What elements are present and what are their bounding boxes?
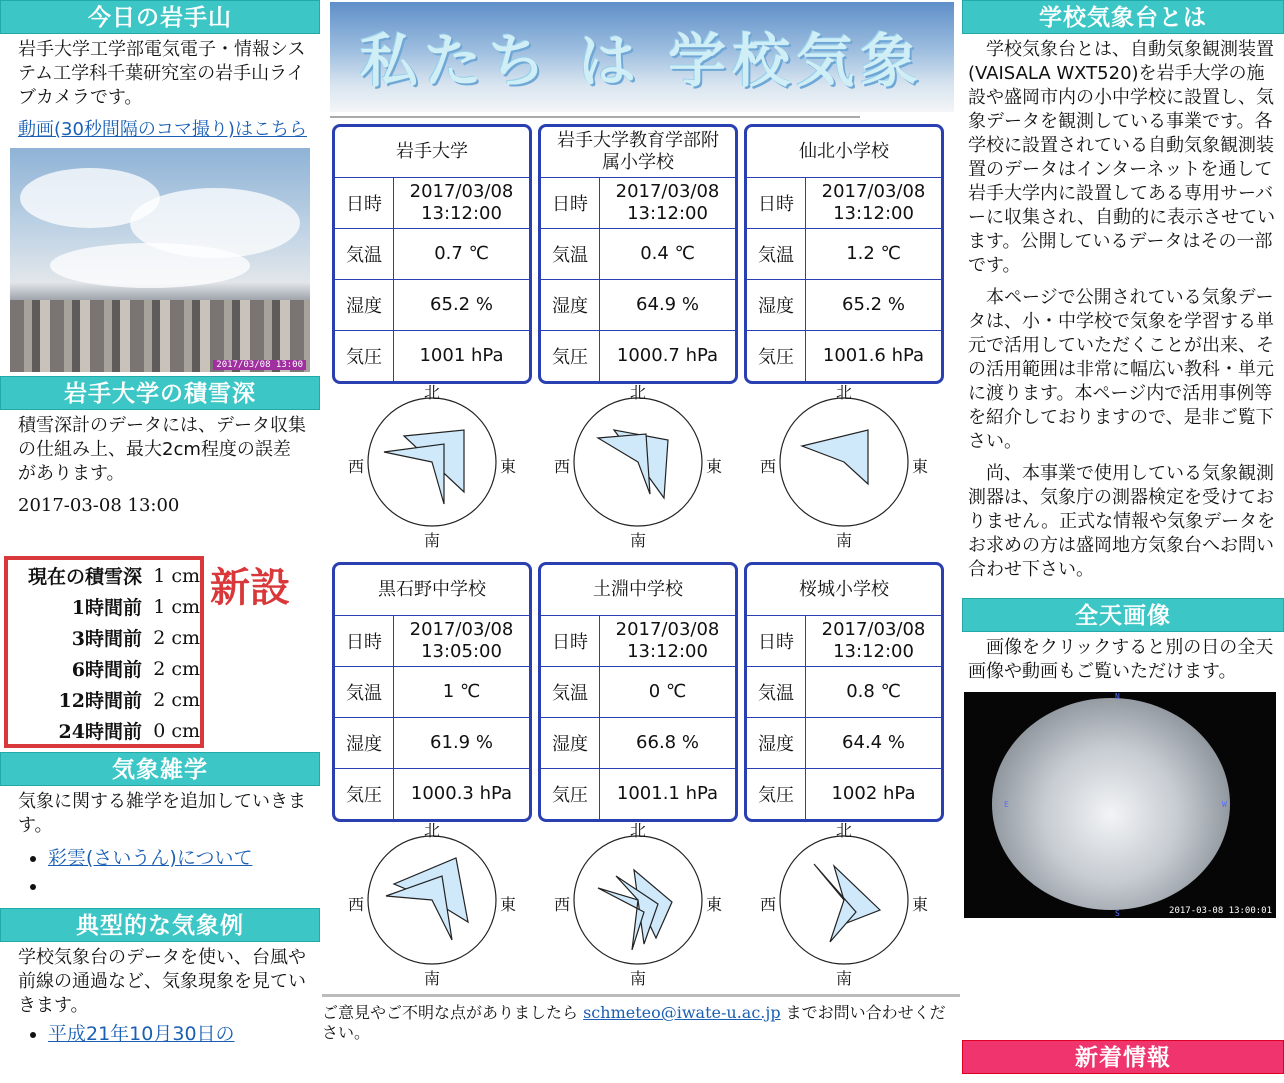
pressure-value: 1001 hPa <box>419 345 504 366</box>
temp-label: 気温 <box>747 229 806 279</box>
snow-row <box>8 684 200 715</box>
left-lower <box>0 752 320 1048</box>
west-label: 西 <box>760 457 777 476</box>
station-name: 黒石野中学校 <box>335 565 529 616</box>
snow-label: 12時間前 <box>58 690 142 712</box>
east-label: 東 <box>912 895 929 914</box>
trivia-section-title: 気象雑学 <box>0 752 320 786</box>
iwate-section-title: 今日の岩手山 <box>0 0 320 34</box>
north-label: 北 <box>836 821 853 840</box>
camera-timestamp: 2017/03/08 13:00 <box>213 360 306 370</box>
station-card <box>744 124 944 384</box>
news-section-title: 新着情報 <box>962 1040 1284 1074</box>
station-name: 岩手大学 <box>335 127 529 178</box>
snow-value: 2 cm <box>153 626 200 649</box>
south-label: 南 <box>424 969 441 988</box>
datetime-label: 日時 <box>541 616 600 666</box>
humidity-label: 湿度 <box>747 280 806 330</box>
wind-rose <box>744 818 944 988</box>
east-label: 東 <box>706 895 723 914</box>
north-label: 北 <box>424 383 441 402</box>
temp-label: 気温 <box>335 667 394 717</box>
datetime-label: 日時 <box>335 616 394 666</box>
example-list <box>0 1020 320 1048</box>
footer-text: までお問い合わせください。 <box>322 1003 946 1042</box>
snow-date: 2017-03-08 13:00 <box>18 495 180 516</box>
humidity-label: 湿度 <box>541 718 600 768</box>
contact-email-link[interactable]: schmeteo@iwate-u.ac.jp <box>583 1003 781 1022</box>
station-name: 桜城小学校 <box>747 565 941 616</box>
pressure-value: 1001.1 hPa <box>616 783 719 804</box>
snow-depth-table <box>4 556 204 748</box>
humidity-value: 65.2 % <box>842 294 905 315</box>
iwate-description: 岩手大学工学部電気電子・情報システム工学科千葉研究室の岩手山ライブカメラです。 <box>18 39 306 108</box>
all-sky-image[interactable]: N S E W 2017-03-08 13:00:01 <box>964 692 1276 918</box>
snow-row <box>8 591 200 622</box>
east-label: 東 <box>500 895 517 914</box>
humidity-label: 湿度 <box>335 718 394 768</box>
list-item <box>48 872 320 900</box>
left-column <box>0 0 320 518</box>
banner-title: 私たち は 学校気象 <box>359 27 925 95</box>
station-card <box>538 124 738 384</box>
snow-value: 1 cm <box>153 564 200 587</box>
west-label: 西 <box>554 457 571 476</box>
humidity-value: 64.4 % <box>842 732 905 753</box>
wind-rose <box>332 818 532 988</box>
trivia-list <box>0 844 320 900</box>
datetime-label: 日時 <box>335 178 394 228</box>
about-paragraph: 尚、本事業で使用している気象観測測器は、気象庁の測器検定を受けておりません。正式な情報や気象データをお求めの方は盛岡地方気象台へお問い合わせ下さい。 <box>968 463 1276 580</box>
east-label: 東 <box>706 457 723 476</box>
snow-description: 積雪深計のデータには、データ収集の仕組み上、最大2cm程度の誤差があります。 <box>18 415 306 484</box>
west-label: 西 <box>348 895 365 914</box>
snow-row <box>8 560 200 591</box>
datetime-label: 日時 <box>747 178 806 228</box>
south-label: 南 <box>424 531 441 550</box>
trivia-description: 気象に関する雑学を追加していきます。 <box>18 791 306 836</box>
snow-label: 3時間前 <box>71 628 142 650</box>
temp-label: 気温 <box>747 667 806 717</box>
north-label: 北 <box>424 821 441 840</box>
wind-rose <box>538 818 738 988</box>
snow-section-title: 岩手大学の積雪深 <box>0 376 320 410</box>
station-card <box>538 562 738 822</box>
snow-value: 0 cm <box>153 719 200 742</box>
snow-value: 2 cm <box>153 657 200 680</box>
banner <box>330 2 954 112</box>
sky-description: 画像をクリックすると別の日の全天画像や動画もご覧いただけます。 <box>968 637 1274 682</box>
footer-contact <box>322 994 960 1043</box>
north-label: 北 <box>630 383 647 402</box>
right-column <box>962 0 1284 918</box>
station-card <box>332 124 532 384</box>
pressure-label: 気圧 <box>541 769 600 819</box>
snow-label: 24時間前 <box>58 721 142 743</box>
humidity-value: 61.9 % <box>430 732 493 753</box>
temp-value: 0.8 ℃ <box>846 681 901 702</box>
snow-row <box>8 653 200 684</box>
humidity-label: 湿度 <box>747 718 806 768</box>
station-name: 土淵中学校 <box>541 565 735 616</box>
example-link[interactable]: 平成21年10月30日の <box>48 1023 235 1045</box>
humidity-value: 65.2 % <box>430 294 493 315</box>
pressure-label: 気圧 <box>541 331 600 381</box>
pressure-label: 気圧 <box>335 331 394 381</box>
temp-value: 1.2 ℃ <box>846 243 901 264</box>
snow-label: 現在の積雪深 <box>27 566 142 588</box>
footer-text: ご意見やご不明な点がありましたら <box>322 1003 584 1022</box>
temp-label: 気温 <box>541 229 600 279</box>
pressure-value: 1000.3 hPa <box>410 783 513 804</box>
north-label: 北 <box>630 821 647 840</box>
snow-label: 6時間前 <box>71 659 142 681</box>
snow-label: 1時間前 <box>71 597 142 619</box>
south-label: 南 <box>836 969 853 988</box>
temp-label: 気温 <box>335 229 394 279</box>
south-label: 南 <box>630 969 647 988</box>
station-card <box>332 562 532 822</box>
wind-rose <box>744 380 944 550</box>
station-name: 岩手大学教育学部附属小学校 <box>541 127 735 178</box>
saiun-link[interactable]: 彩雲(さいうん)について <box>48 847 253 869</box>
pressure-value: 1002 hPa <box>831 783 916 804</box>
station-name: 仙北小学校 <box>747 127 941 178</box>
main-column <box>322 0 960 1083</box>
humidity-label: 湿度 <box>335 280 394 330</box>
pressure-label: 気圧 <box>747 769 806 819</box>
datetime-label: 日時 <box>541 178 600 228</box>
pressure-value: 1000.7 hPa <box>616 345 719 366</box>
pressure-label: 気圧 <box>747 331 806 381</box>
temp-value: 1 ℃ <box>442 681 481 702</box>
humidity-value: 64.9 % <box>636 294 699 315</box>
snow-value: 2 cm <box>153 688 200 711</box>
temp-value: 0 ℃ <box>648 681 687 702</box>
about-section-title: 学校気象台とは <box>962 0 1284 34</box>
west-label: 西 <box>348 457 365 476</box>
humidity-label: 湿度 <box>541 280 600 330</box>
datetime-label: 日時 <box>747 616 806 666</box>
datetime-value: 2017/03/08 13:12:00 <box>409 181 514 224</box>
south-label: 南 <box>836 531 853 550</box>
new-badge: 新設 <box>210 565 290 611</box>
east-label: 東 <box>500 457 517 476</box>
pressure-label: 気圧 <box>335 769 394 819</box>
temp-value: 0.4 ℃ <box>640 243 695 264</box>
snow-row <box>8 622 200 653</box>
iwate-live-camera-image[interactable] <box>10 148 310 372</box>
sky-section-title: 全天画像 <box>962 598 1284 632</box>
wind-rose <box>538 380 738 550</box>
west-label: 西 <box>554 895 571 914</box>
snow-value: 1 cm <box>153 595 200 618</box>
temp-value: 0.7 ℃ <box>434 243 489 264</box>
timelapse-link[interactable]: 動画(30秒間隔のコマ撮り)はこちら <box>18 119 307 140</box>
datetime-value: 2017/03/08 13:12:00 <box>821 181 926 224</box>
west-label: 西 <box>760 895 777 914</box>
sky-timestamp: 2017-03-08 13:00:01 <box>1169 906 1272 916</box>
datetime-value: 2017/03/08 13:05:00 <box>409 619 514 662</box>
north-label: 北 <box>836 383 853 402</box>
wind-rose <box>332 380 532 550</box>
datetime-value: 2017/03/08 13:12:00 <box>615 619 720 662</box>
south-label: 南 <box>630 531 647 550</box>
pressure-value: 1001.6 hPa <box>822 345 925 366</box>
east-label: 東 <box>912 457 929 476</box>
datetime-value: 2017/03/08 13:12:00 <box>821 619 926 662</box>
datetime-value: 2017/03/08 13:12:00 <box>615 181 720 224</box>
about-paragraph: 学校気象台とは、自動気象観測装置(VAISALA WXT520)を岩手大学の施設や盛岡市内の小中学校に設置し、気象データを観測している事業です。各学校に設置されている自動気象観測装置のデータはインターネットを通して 岩手大学内に設置してある専用サーバーに収集され、自動的に表示させています。公開しているデータはその一部です。 <box>968 39 1276 276</box>
temp-label: 気温 <box>541 667 600 717</box>
example-description: 学校気象台のデータを使い、台風や前線の通過など、気象現象を見ていきます。 <box>18 947 306 1016</box>
snow-row <box>8 715 200 746</box>
humidity-value: 66.8 % <box>636 732 699 753</box>
example-section-title: 典型的な気象例 <box>0 908 320 942</box>
station-card <box>744 562 944 822</box>
about-paragraph: 本ページで公開されている気象データは、小・中学校で気象を学習する単元で活用していただくことが出来、その活用範囲は非常に幅広い教科・単元に渡ります。本ページ内で活用事例等を紹介しておりますので、是非ご覧下さい。 <box>968 287 1274 452</box>
